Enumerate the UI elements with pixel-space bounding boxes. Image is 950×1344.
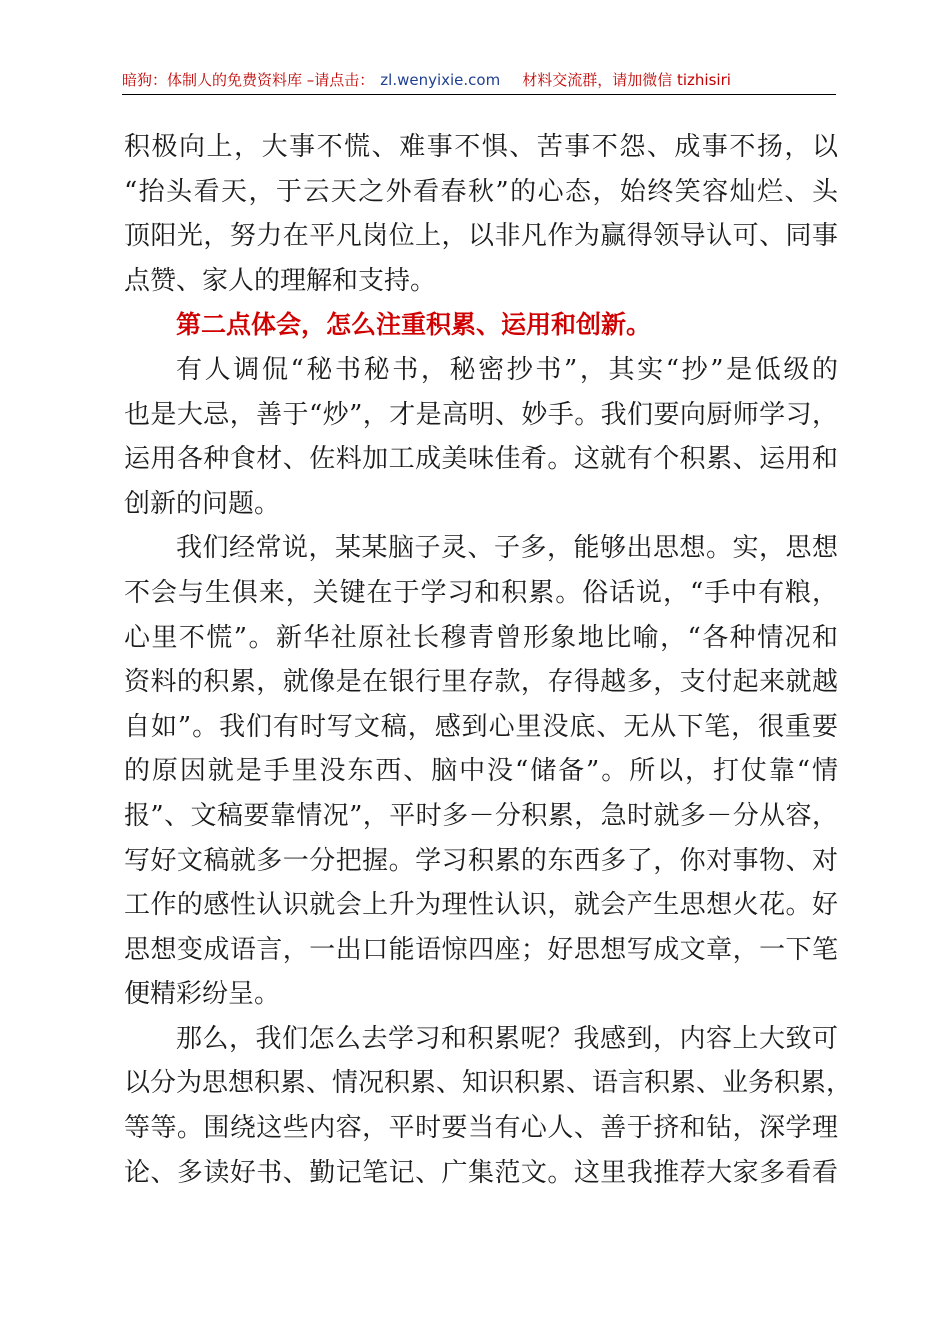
body-line: 顶阳光，努力在平凡岗位上，以非凡作为赢得领导认可、同事 — [124, 221, 838, 252]
document-header — [122, 66, 836, 94]
document-body — [124, 125, 853, 1195]
body-line: 的原因就是手里没东西、脑中没“储备”。所以，打仗靠“情 — [124, 756, 838, 787]
body-line: 便精彩纷呈。 — [124, 979, 281, 1010]
body-line: 论、多读好书、勤记笔记、广集范文。这里我推荐大家多看看 — [124, 1157, 838, 1188]
header-url-link[interactable]: zl.wenyixie.com — [380, 71, 501, 89]
body-line: 等等。围绕这些内容，平时要当有心人、善于挤和钻，深学理 — [124, 1113, 838, 1144]
section-heading: 第二点体会，怎么注重积累、运用和创新。 — [176, 310, 652, 340]
body-line: 写好文稿就多一分把握。学习积累的东西多了，你对事物、对 — [124, 845, 838, 876]
body-line: 创新的问题。 — [124, 488, 281, 519]
header-title: 暗狗：体制人的免费资料库 –请点击： — [122, 71, 375, 89]
body-line: 也是大忌，善于“炒”，才是高明、妙手。我们要向厨师学习， — [124, 399, 838, 430]
body-line: 那么，我们怎么去学习和积累呢？我感到，内容上大致可 — [176, 1023, 838, 1054]
body-line: 心里不慌”。新华社原社长穆青曾形象地比喻，“各种情况和 — [124, 622, 838, 653]
header-divider — [122, 94, 836, 95]
body-line: 不会与生俱来，关键在于学习和积累。俗话说，“手中有粮， — [124, 577, 838, 608]
body-line: 点赞、家人的理解和支持。 — [124, 265, 437, 296]
body-line: 资料的积累，就像是在银行里存款，存得越多，支付起来就越 — [124, 667, 838, 698]
body-line: 自如”。我们有时写文稿，感到心里没底、无从下笔，很重要 — [124, 711, 838, 742]
body-line: “抬头看天，于云天之外看春秋”的心态，始终笑容灿烂、头 — [124, 176, 838, 207]
body-line: 报”、文稿要靠情况”，平时多－分积累，急时就多－分从容， — [124, 800, 838, 831]
body-line: 工作的感性认识就会上升为理性认识，就会产生思想火花。好 — [124, 890, 838, 921]
body-line: 思想变成语言，一出口能语惊四座；好思想写成文章，一下笔 — [124, 934, 838, 965]
body-line: 有人调侃“秘书秘书，秘密抄书”，其实“抄”是低级的 — [176, 354, 838, 385]
body-line: 运用各种食材、佐料加工成美味佳肴。这就有个积累、运用和 — [124, 444, 838, 475]
header-wechat-note: 材料交流群，请加微信 tizhisiri — [522, 71, 731, 89]
body-line: 以分为思想积累、情况积累、知识积累、语言积累、业务积累， — [124, 1068, 853, 1099]
body-line: 积极向上，大事不慌、难事不惧、苦事不怨、成事不扬，以 — [124, 132, 838, 162]
body-line: 我们经常说，某某脑子灵、子多，能够出思想。实，思想 — [176, 533, 838, 564]
